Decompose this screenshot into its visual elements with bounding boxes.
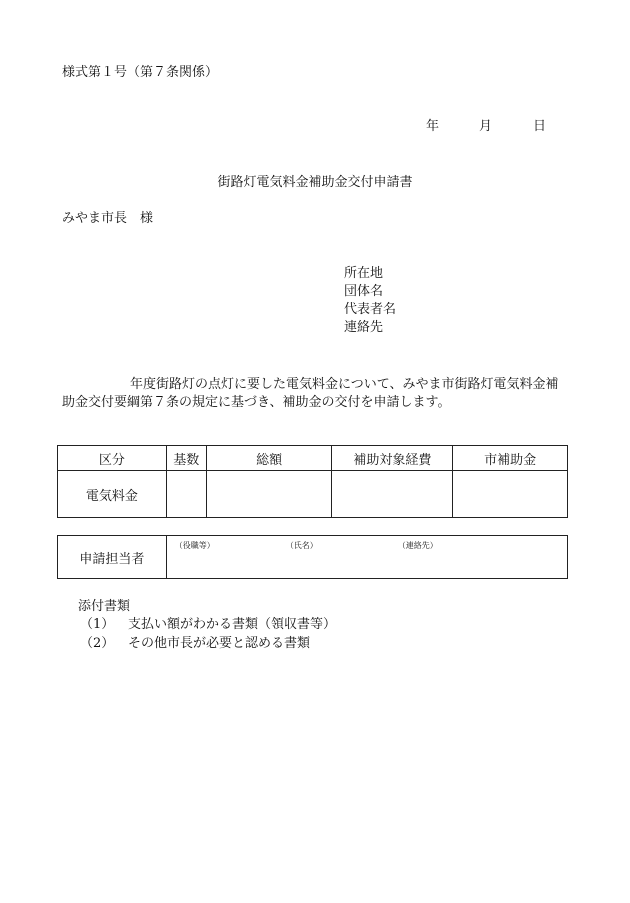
attachments-title: 添付書類 — [78, 599, 131, 614]
category-cell: 電気料金 — [58, 471, 167, 518]
document-title: 街路灯電気料金補助金交付申請書 — [217, 175, 413, 190]
total-cell[interactable] — [206, 471, 332, 518]
contact-label: 連絡先 — [344, 320, 384, 335]
count-cell[interactable] — [166, 471, 206, 518]
eligible-expense-cell[interactable] — [332, 471, 453, 518]
contact-table — [57, 535, 568, 579]
statement-text: 年度街路灯の点灯に要した電気料金について、みやま市街路灯電気料金補助金交付要綱第７条の規定に基づき、補助金の交付を申請します。 — [62, 377, 559, 410]
header-eligible-expense: 補助対象経費 — [332, 446, 453, 471]
contact-title-sublabel: （役職等） — [174, 541, 215, 550]
addressee: みやま市長 様 — [62, 211, 154, 226]
attachment-item — [80, 618, 336, 631]
contact-row — [58, 536, 568, 579]
attachment-number: （2） — [80, 636, 115, 651]
table-row — [58, 471, 568, 518]
date-day-label: 日 — [533, 119, 547, 134]
header-count: 基数 — [166, 446, 206, 471]
contact-person-field[interactable] — [166, 536, 567, 579]
contact-info-sublabel: （連絡先） — [397, 541, 438, 550]
header-total: 総額 — [206, 446, 332, 471]
grant-table-header — [58, 446, 568, 471]
contact-name-sublabel: （氏名） — [285, 541, 318, 550]
city-subsidy-cell[interactable] — [453, 471, 568, 518]
date-year-label: 年 — [426, 119, 440, 134]
attachment-text: 支払い額がわかる書類（領収書等） — [128, 617, 337, 632]
contact-person-label: 申請担当者 — [58, 536, 167, 579]
attachment-item — [80, 637, 310, 650]
grant-table — [57, 445, 568, 518]
attachment-text: その他市長が必要と認める書類 — [128, 636, 311, 651]
header-category: 区分 — [58, 446, 167, 471]
location-label: 所在地 — [344, 266, 384, 281]
date-month-label: 月 — [479, 119, 493, 134]
form-number: 様式第１号（第７条関係） — [62, 65, 219, 80]
attachment-number: （1） — [80, 617, 115, 632]
representative-label: 代表者名 — [344, 302, 397, 317]
organization-label: 団体名 — [344, 284, 384, 299]
header-city-subsidy: 市補助金 — [453, 446, 568, 471]
applicant-block — [344, 265, 396, 337]
application-statement — [62, 376, 567, 412]
